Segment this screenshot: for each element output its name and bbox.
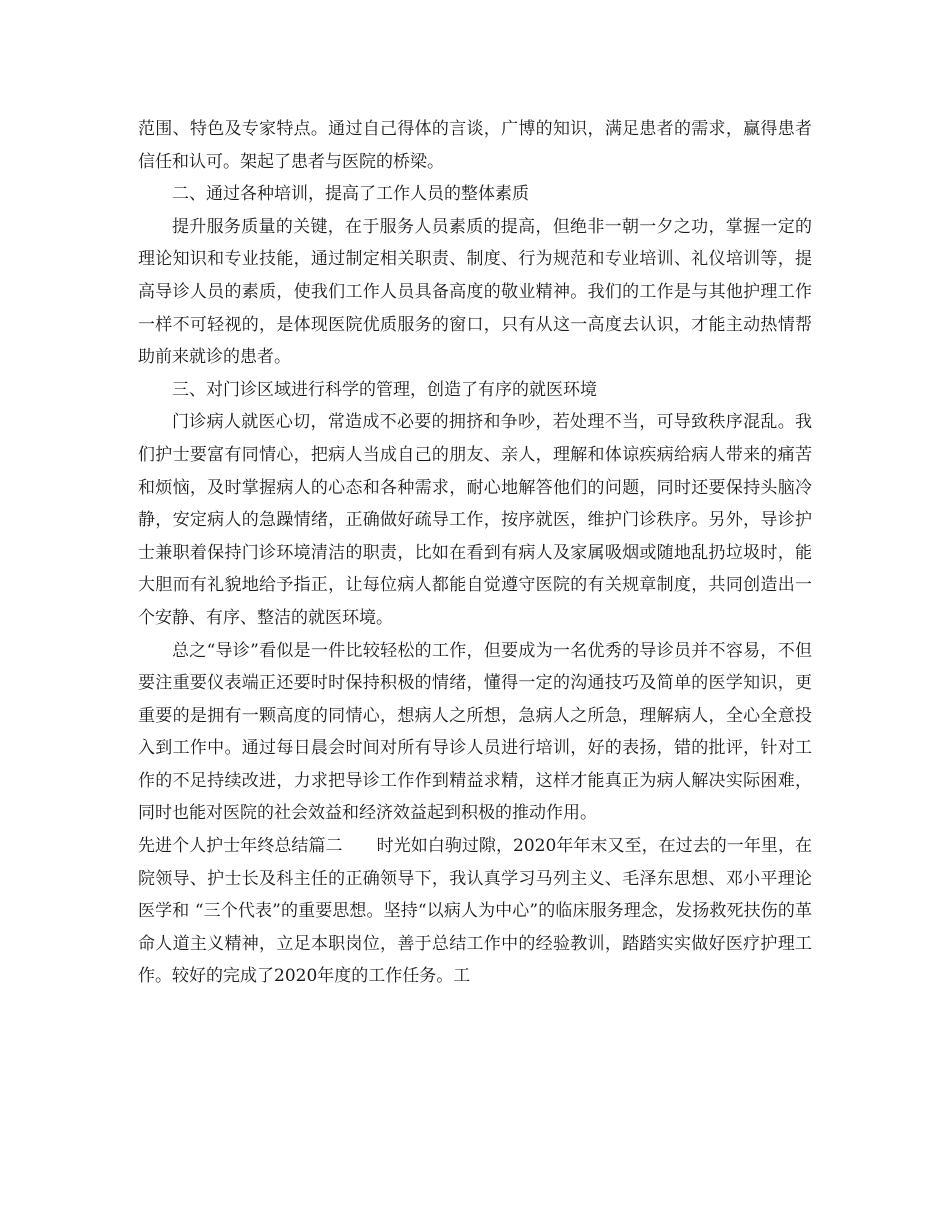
paragraph-management: 门诊病人就医心切，常造成不必要的拥挤和争吵，若处理不当，可导致秩序混乱。我们护士要富有同情心，把病人当成自己的朋友、亲人，理解和体谅疾病给病人带来的痛苦和烦恼，及时掌握病人的心态和各种需求，耐心地解答他们的问题，同时还要保持头脑冷静，安定病人的急躁情绪，正确做好疏导工作，按序就医，维护门诊秩序。另外，导诊护士兼职着保持门诊环境清洁的职责，比如在看到有病人及家属吸烟或随地乱扔垃圾时，能大胆而有礼貌地给予指正，让每位病人都能自觉遵守医院的有关规章制度，共同创造出一个安静、有序、整洁的就医环境。 [138,412,812,628]
paragraph-continuation: 范围、特色及专家特点。通过自己得体的言谈，广博的知识，满足患者的需求，赢得患者信任和认可。架起了患者与医院的桥梁。 [138,119,812,172]
paragraph-part-two: 先进个人护士年终总结篇二 时光如白驹过隙，2020年年末又至，在过去的一年里，在院领导、护士长及科主任的正确领导下，我认真学习马列主义、毛泽东思想、邓小平理论医学和 “三个代表”的重要思想。坚持“以病人为中心”的临床服务理念，发扬救死扶伤的革命人道主义精神，立足本职岗位，善于总结工作中的经验教训，踏踏实实做好医疗护理工作。较好的完成了2020年度的工作任务。工 [138,836,812,987]
document-page [138,113,812,993]
paragraph-training: 提升服务质量的关键，在于服务人员素质的提高，但绝非一朝一夕之功，掌握一定的理论知识和专业技能，通过制定相关职责、制度、行为规范和专业培训、礼仪培训等，提高导诊人员的素质，使我们工作人员具备高度的敬业精神。我们的工作是与其他护理工作一样不可轻视的，是体现医院优质服务的窗口，只有从这一高度去认识，才能主动热情帮助前来就诊的患者。 [138,216,812,368]
section-heading-training: 二、通过各种培训，提高了工作人员的整体素质 [172,184,529,205]
section-heading-management: 三、对门诊区域进行科学的管理，创造了有序的就医环境 [172,379,597,400]
paragraph-summary: 总之“导诊”看似是一件比较轻松的工作，但要成为一名优秀的导诊员并不容易，不但要注重要仪表端正还要时时保持积极的情绪，懂得一定的沟通技巧及简单的医学知识，更重要的是拥有一颗高度的同情心，想病人之所想，急病人之所急，理解病人，全心全意投入到工作中。通过每日晨会时间对所有导诊人员进行培训，好的表扬，错的批评，针对工作的不足持续改进，力求把导诊工作作到精益求精，这样才能真正为病人解决实际困难，同时也能对医院的社会效益和经济效益起到积极的推动作用。 [138,640,812,824]
